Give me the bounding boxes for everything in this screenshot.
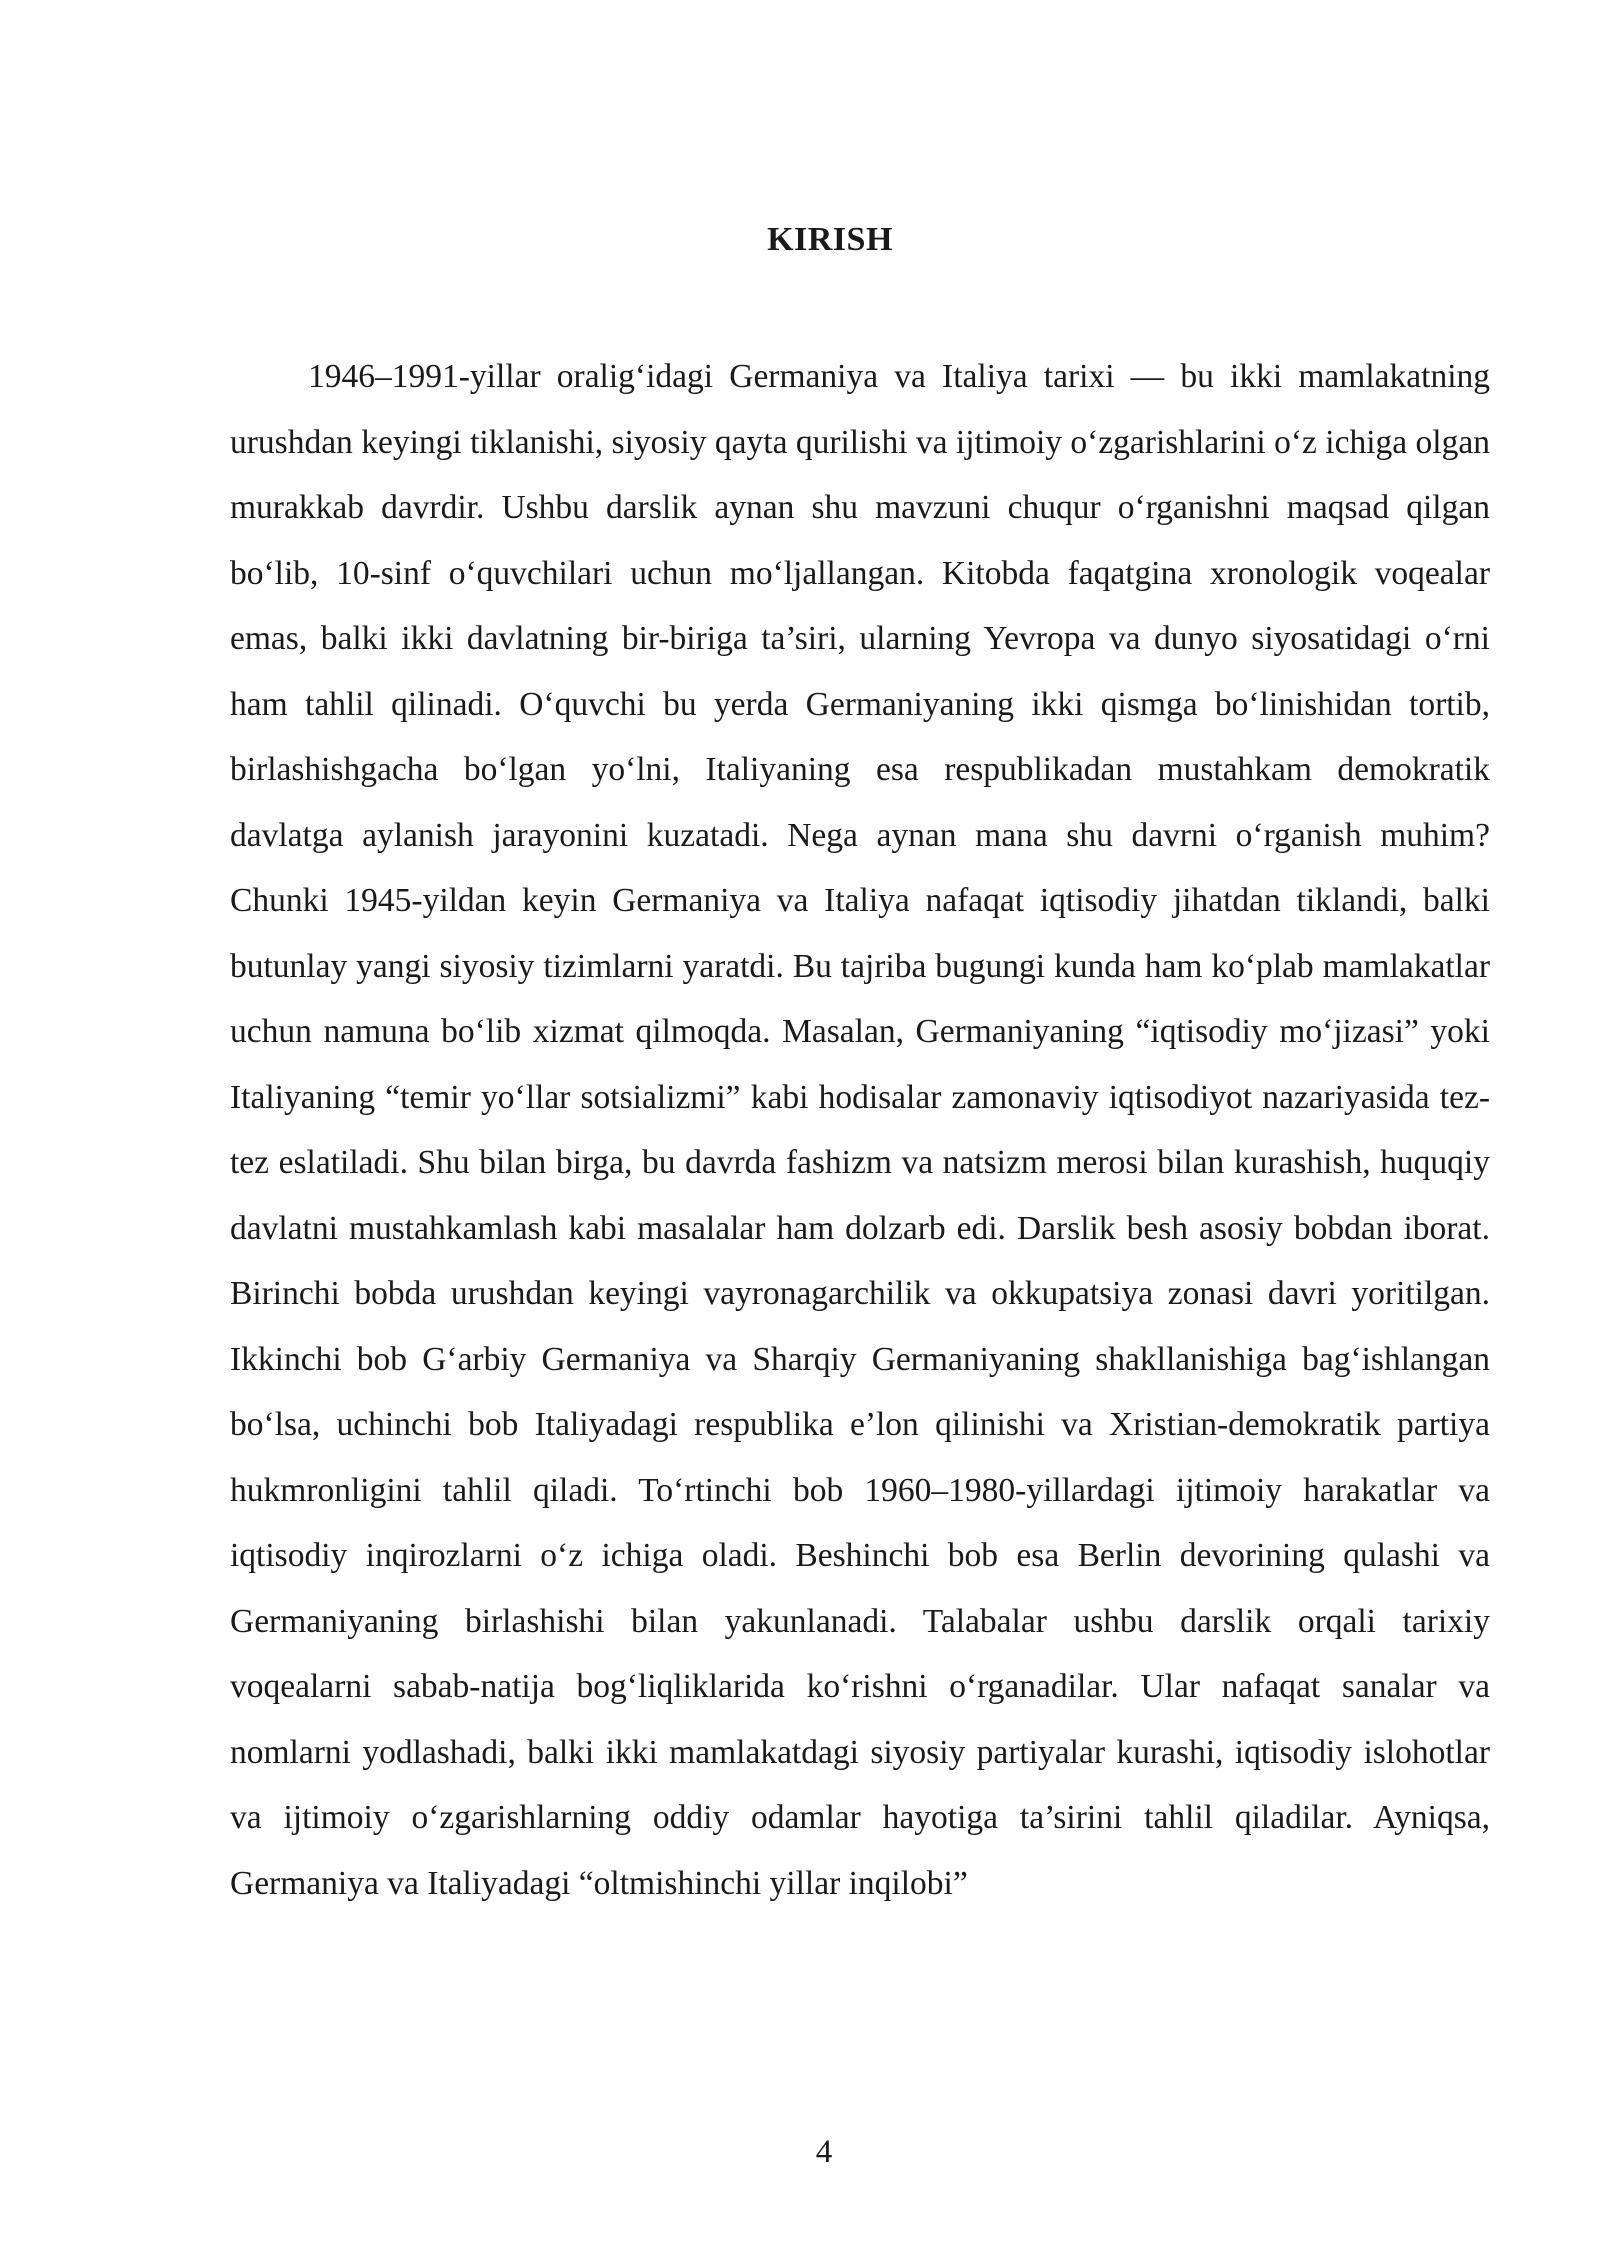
page-heading: KIRISH [767,221,893,258]
page-number: 4 [815,2134,833,2170]
body-paragraph: 1946–1991-yillar oralig‘idagi Germaniya va Italiya tarixi — bu ikki mamlakatning urushdan keyingi tiklanishi, siyosiy qayta qurilishi va ijtimoiy o‘zgarishlarini o‘z ichiga olgan murakkab davrdir. Ushbu darslik aynan shu mavzuni chuqur o‘rganishni maqsad qilgan bo‘lib, 10-sinf o‘quvchilari uchun mo‘ljallangan. Kitobda faqatgina xronologik voqealar emas, balki ikki davlatning bir-biriga ta’siri, ularning Yevropa va dunyo siyosatidagi o‘rni ham tahlil qilinadi. O‘quvchi bu yerda Germaniyaning ikki qismga bo‘linishidan tortib, birlashishgacha bo‘lgan yo‘lni, Italiyaning esa respublikadan mustahkam demokratik davlatga aylanish jarayonini kuzatadi. Nega aynan mana shu davrni o‘rganish muhim? Chunki 1945-yildan keyin Germaniya va Italiya nafaqat iqtisodiy jihatdan tiklandi, balki butunlay yangi siyosiy tizimlarni yaratdi. Bu tajriba bugungi kunda ham ko‘plab mamlakatlar uchun namuna bo‘lib xizmat qilmoqda. Masalan, Germaniyaning “iqtisodiy mo‘jizasi” yoki Italiyaning “temir yo‘llar sotsializmi” kabi hodisalar zamonaviy iqtisodiyot nazariyasida tez-tez eslatiladi. Shu bilan birga, bu davrda fashizm va natsizm merosi bilan kurashish, huquqiy davlatni mustahkamlash kabi masalalar ham dolzarb edi. Darslik besh asosiy bobdan iborat. Birinchi bobda urushdan keyingi vayronagarchilik va okkupatsiya zonasi davri yoritilgan. Ikkinchi bob G‘arbiy Germaniya va Sharqiy Germaniyaning shakllanishiga bag‘ishlangan bo‘lsa, uchinchi bob Italiyadagi respublika e’lon qilinishi va Xristian-demokratik partiya hukmronligini tahlil qiladi. To‘rtinchi bob 1960–1980-yillardagi ijtimoiy harakatlar va iqtisodiy inqirozlarni o‘z ichiga oladi. Beshinchi bob esa Berlin devorining qulashi va Germaniyaning birlashishi bilan yakunlanadi. Talabalar ushbu darslik orqali tarixiy voqealarni sabab-natija bog‘liqliklarida ko‘rishni o‘rganadilar. Ular nafaqat sanalar va nomlarni yodlashadi, balki ikki mamlakatdagi siyosiy partiyalar kurashi, iqtisodiy islohotlar va ijtimoiy o‘zgarishlarning oddiy odamlar hayotiga ta’sirini tahlil qiladilar. Ayniqsa, Germaniya va Italiyadagi “oltmishinchi yillar inqilobi” [230,358,1490,1902]
